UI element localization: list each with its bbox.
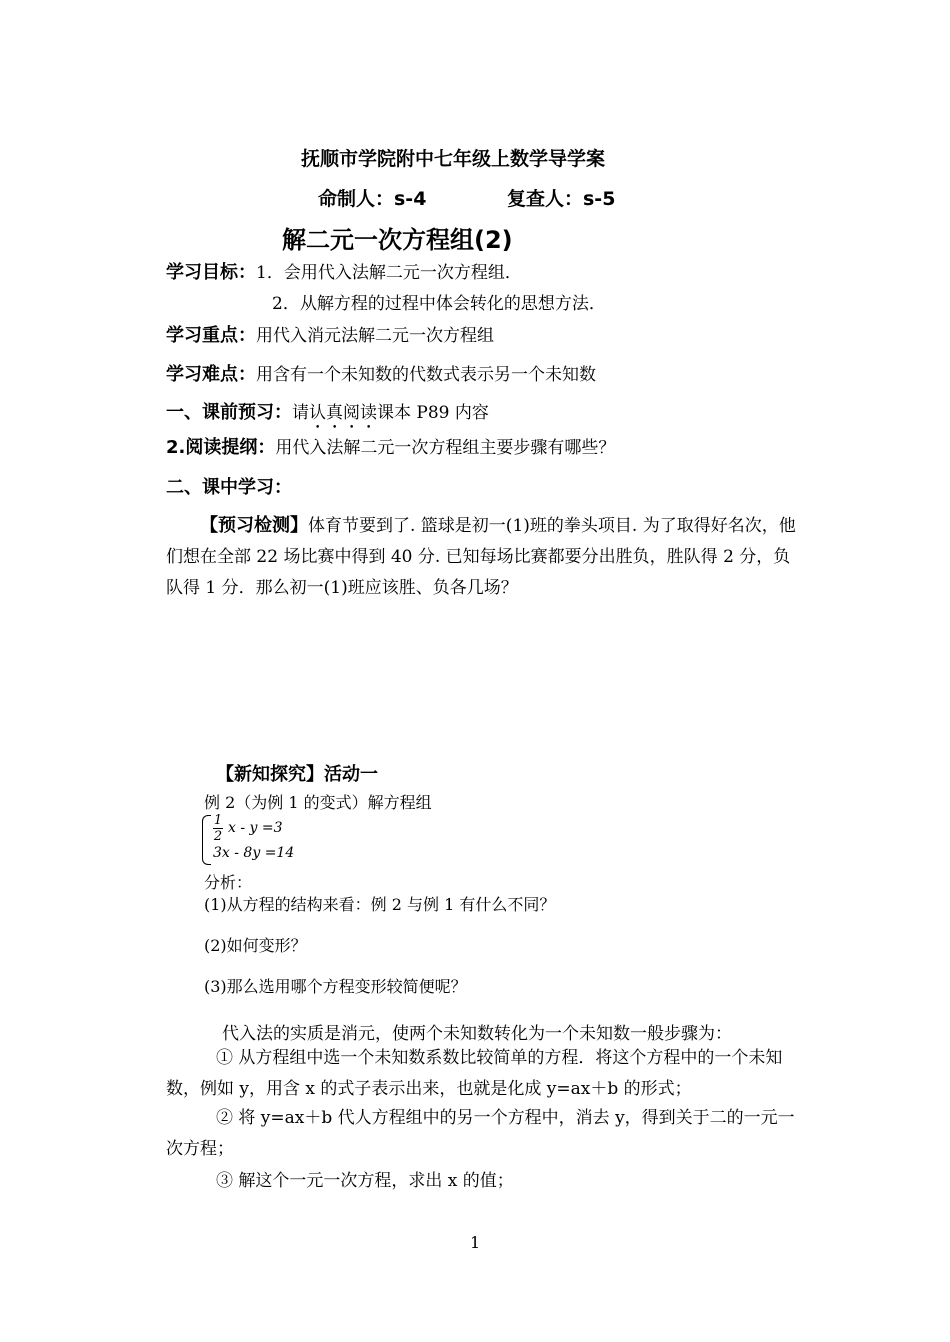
difficulty-text: 用含有一个未知数的代数式表示另一个未知数 (256, 365, 596, 385)
key-point-label: 学习重点： (166, 325, 256, 346)
difficulty-label: 学习难点： (166, 364, 256, 385)
method-step-3: ③ 解这个一元一次方程，求出 x 的值； (216, 1171, 514, 1191)
preview-text-pre: 请 (292, 403, 309, 423)
key-point-line (166, 321, 494, 347)
preview-text-emphasis: 认真阅读 (309, 403, 377, 423)
preview-line (166, 398, 489, 433)
school-title: 抚顺市学院附中七年级上数学导学案 (301, 148, 606, 170)
analysis-question-2: (2)如何变形？ (204, 936, 307, 955)
preview-check-text: 体育节要到了. 篮球是初一(1)班的拳头项目. 为了取得好名次，他们想在全部 22 场比赛中得到 40 分. 已知每场比赛都要分出胜负，胜队得 2 分，负队得 1 分．那么初一(1)班应该胜、负各几场？ (166, 516, 796, 598)
analysis-question-3: (3)那么选用哪个方程变形较简便呢？ (204, 977, 467, 996)
page-number: 1 (470, 1233, 481, 1252)
method-step-2: ② 将 y=ax＋b 代人方程组中的另一个方程中，消去 y，得到关于二的一元一次方程； (166, 1108, 795, 1159)
objective-2: 2．从解方程的过程中体会转化的思想方法． (272, 294, 606, 314)
system-brace (202, 815, 211, 865)
explore-label: 【新知探究】活动一 (216, 764, 378, 785)
outline-label: 2.阅读提纲： (166, 437, 276, 458)
outline-line (166, 433, 615, 459)
preview-check-paragraph (166, 510, 806, 604)
method-step-1: ① 从方程组中选一个未知数系数比较简单的方程．将这个方程中的一个未知数，例如 y，用含 x 的式子表示出来，也就是化成 y=ax＋b 的形式； (166, 1048, 783, 1099)
objective-1: 1．会用代入法解二元一次方程组． (256, 263, 522, 283)
equation-2: 3x - 8y =14 (213, 845, 295, 861)
fraction-one-half (213, 814, 223, 843)
fraction-numerator: 1 (213, 813, 223, 828)
method-intro: 代入法的实质是消元，使两个未知数转化为一个未知数一般步骤为： (222, 1024, 732, 1044)
author-label: 命制人：s-4 (318, 188, 427, 210)
preview-text-post: 课本 P89 内容 (377, 403, 489, 423)
preview-check-label: 【预习检测】 (200, 515, 308, 536)
key-point-text: 用代入消元法解二元一次方程组 (256, 326, 494, 346)
outline-text: 用代入法解二元一次方程组主要步骤有哪些？ (275, 438, 616, 458)
objectives-label: 学习目标： (166, 262, 256, 283)
difficulty-line (166, 360, 596, 386)
reviewer-label: 复查人：s-5 (507, 188, 616, 210)
objectives-line-1 (166, 258, 522, 284)
fraction-denominator: 2 (213, 829, 223, 844)
lesson-title: 解二元一次方程组(2) (282, 226, 513, 254)
preview-label: 一、课前预习： (166, 402, 292, 423)
analysis-label: 分析： (204, 873, 253, 892)
in-class-label: 二、课中学习： (166, 477, 292, 498)
analysis-question-1: (1)从方程的结构来看：例 2 与例 1 有什么不同？ (204, 895, 556, 914)
equation-1: x - y =3 (228, 820, 283, 836)
example-2-heading: 例 2（为例 1 的变式）解方程组 (204, 793, 432, 812)
